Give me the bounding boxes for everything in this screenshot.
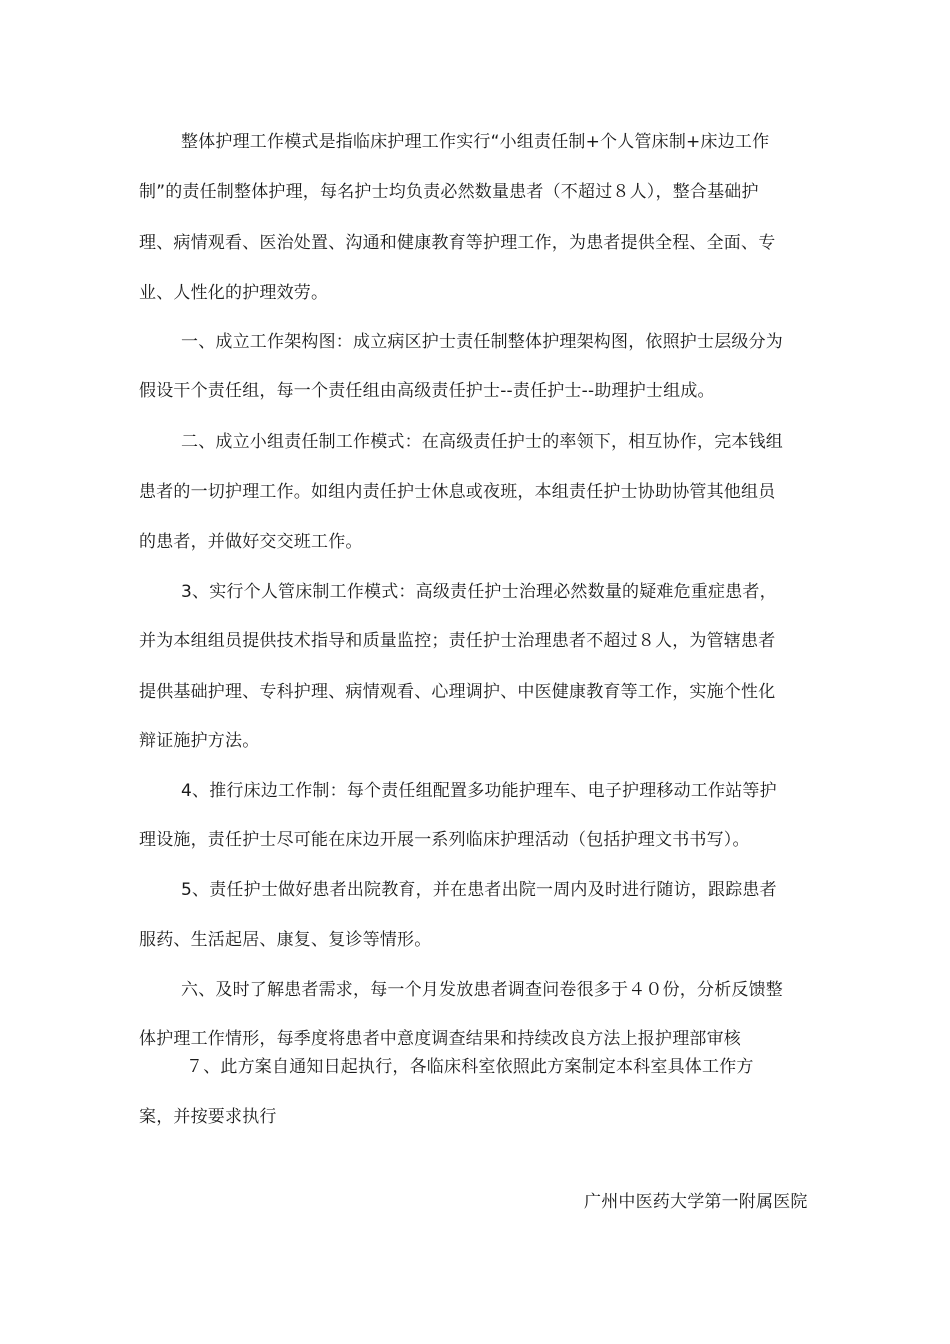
paragraph-4-line-1: 3、实行个人管床制工作模式：高级责任护士治理必然数量的疑难危重症患者， bbox=[181, 582, 777, 602]
paragraph-4-line-2: 并为本组组员提供技术指导和质量监控；责任护士治理患者不超过８人，为管辖患者 bbox=[139, 631, 776, 651]
paragraph-7-line-2: 体护理工作情形，每季度将患者中意度调查结果和持续改良方法上报护理部审核 bbox=[139, 1029, 741, 1049]
paragraph-3-line-2: 患者的一切护理工作。如组内责任护士休息或夜班，本组责任护士协助协管其他组员 bbox=[139, 482, 776, 502]
paragraph-4-line-4: 辩证施护方法。 bbox=[139, 731, 260, 751]
paragraph-6-line-1: 5、责任护士做好患者出院教育，并在患者出院一周内及时进行随访，跟踪患者 bbox=[181, 880, 777, 900]
paragraph-4-line-3: 提供基础护理、专科护理、病情观看、心理调护、中医健康教育等工作，实施个性化 bbox=[139, 682, 776, 702]
paragraph-1-line-1: 整体护理工作模式是指临床护理工作实行“小组责任制+个人管床制+床边工作 bbox=[181, 132, 770, 152]
paragraph-8-line-2: 案，并按要求执行 bbox=[139, 1107, 277, 1127]
paragraph-3-line-3: 的患者，并做好交交班工作。 bbox=[139, 532, 363, 552]
paragraph-6-line-2: 服药、生活起居、康复、复诊等情形。 bbox=[139, 930, 432, 950]
signature-institution: 广州中医药大学第一附属医院 bbox=[584, 1192, 808, 1212]
paragraph-1-line-4: 业、人性化的护理效劳。 bbox=[139, 283, 329, 303]
paragraph-5-line-2: 理设施，责任护士尽可能在床边开展一系列临床护理活动（包括护理文书书写）。 bbox=[139, 830, 750, 850]
paragraph-3-line-1: 二、成立小组责任制工作模式：在高级责任护士的率领下，相互协作，完本钱组 bbox=[181, 432, 783, 452]
paragraph-2-line-2: 假设干个责任组，每一个责任组由高级责任护士--责任护士--助理护士组成。 bbox=[139, 381, 715, 401]
paragraph-1-line-3: 理、病情观看、医治处置、沟通和健康教育等护理工作，为患者提供全程、全面、专 bbox=[139, 233, 776, 253]
paragraph-2-line-1: 一、成立工作架构图：成立病区护士责任制整体护理架构图，依照护士层级分为 bbox=[181, 332, 783, 352]
paragraph-1-line-2: 制”的责任制整体护理，每名护士均负责必然数量患者（不超过８人），整合基础护 bbox=[139, 182, 759, 202]
paragraph-7-line-1: 六、及时了解患者需求，每一个月发放患者调查问卷很多于４０份，分析反馈整 bbox=[181, 980, 783, 1000]
paragraph-5-line-1: 4、推行床边工作制：每个责任组配置多功能护理车、电子护理移动工作站等护 bbox=[181, 781, 777, 801]
paragraph-8-line-1: ７、此方案自通知日起执行，各临床科室依照此方案制定本科室具体工作方 bbox=[186, 1057, 754, 1077]
